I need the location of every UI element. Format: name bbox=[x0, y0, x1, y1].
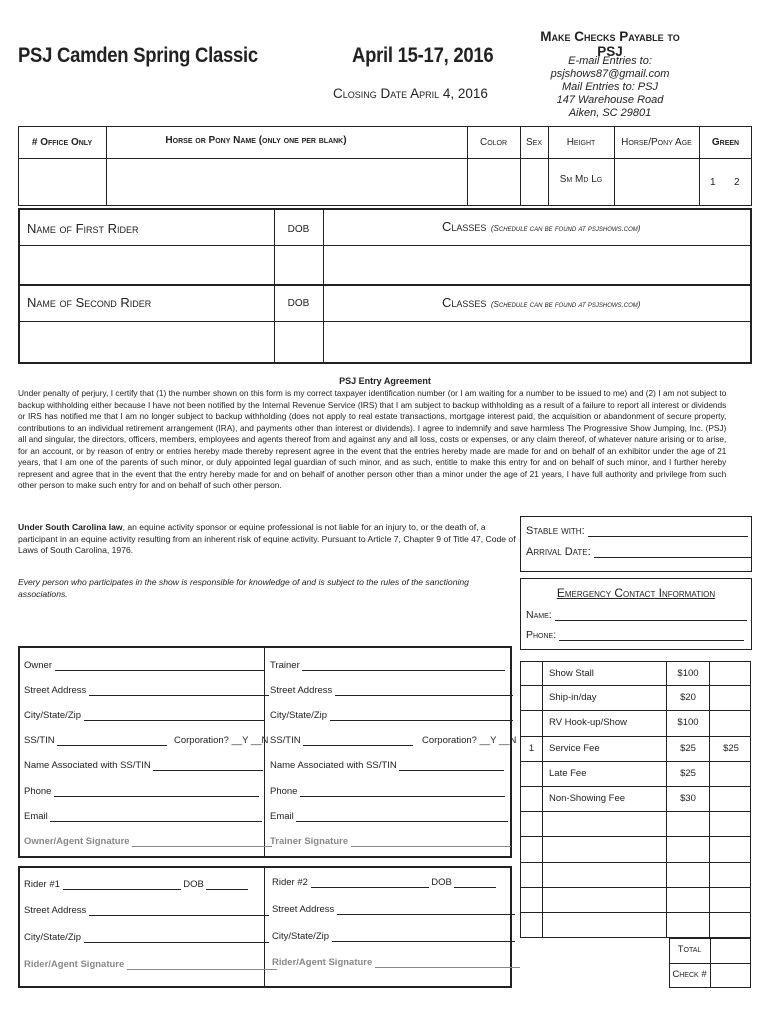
trainer-city-label: City/State/Zip bbox=[270, 710, 328, 721]
trainer-street-field[interactable] bbox=[270, 685, 513, 696]
col-color: Color bbox=[479, 137, 508, 148]
fee-price-cell: $25 bbox=[667, 762, 710, 786]
height-options[interactable]: Sm Md Lg bbox=[559, 174, 603, 185]
col-age: Horse/Pony Age bbox=[621, 137, 692, 148]
owner-corporation[interactable]: Corporation? __Y __N bbox=[174, 735, 269, 746]
show-dates: April 15-17, 2016 bbox=[352, 44, 494, 67]
fee-item-cell: Show Stall bbox=[543, 662, 667, 685]
rider2-street-label: Street Address bbox=[272, 904, 335, 915]
emergency-name[interactable] bbox=[526, 609, 747, 621]
fee-price-cell bbox=[667, 888, 710, 912]
owner-email-label: Email bbox=[24, 811, 48, 822]
trainer-email-field[interactable] bbox=[270, 811, 508, 822]
owner-phone-label: Phone bbox=[24, 786, 52, 797]
fee-total-cell[interactable] bbox=[710, 863, 752, 887]
fee-item-cell: Non-Showing Fee bbox=[543, 787, 667, 811]
sc-law-rest: , an equine activity sponsor or equine professional is not liable for an injury to, or the death of, a participant in an equine activity resulting from an inherent risk of equine activity. Pursuant to Article 7, Chapter 9 of Title 47, Code of Laws of South Carolina, 1976. bbox=[18, 522, 516, 555]
second-rider-label: Name of Second Rider bbox=[27, 295, 152, 310]
classes-note: (Schedule can be found at psjshows.com) bbox=[490, 224, 641, 233]
rider1-street-label: Street Address bbox=[24, 905, 87, 916]
owner-signature-field[interactable] bbox=[24, 836, 272, 847]
trainer-name-assoc-field[interactable] bbox=[270, 760, 504, 771]
agreement-body: Under penalty of perjury, I certify that (1) the number shown on this form is my correct taxpayer identification number (or I am waiting for a number to be issued to me) and (2) I am not subject to backup withholding either because I have not been notified by the Internal Revenue Service (IRS) that I am subject to backup withholding as a result of a failure to report all interest or dividends or IRS has notified me that I am no longer subject to backup withholding (does not apply to real estate transactions, mortgage interest paid, the acquisition or abandonment of secure property, contributions to an individual retirement arrangement (IRA), and payments other than interest or dividends). I agree to indemnify and save harmless The Progressive Show Jumping, Inc. (PSJ) all and singular, the directors, officers, members, employees and agents thereof from and against any and all loss, costs or expenses, or any claim thereof, of whatever nature arising or to arise, for an account, or by reason of entry or entries hereby made thereby represent agree in the event that the entries hereby made are made for and on behalf of an exhibitor under the age of 21 years, that I am one of the parents of such minor, or duly appointed legal guardian of such minor, and as such, entitle to make this entry for and on behalf of such minor, and I further hereby represent and agree that in the event that the entry hereby made for and on behalf of another person other than a minor under the age of 21 years, I have full authority and privilege from such other person to make such entry for and on behalf of such other person. bbox=[18, 388, 727, 490]
owner-label: Owner bbox=[24, 660, 52, 671]
total-label: Total bbox=[677, 944, 702, 955]
trainer-corporation[interactable]: Corporation? __Y __N bbox=[422, 735, 517, 746]
fee-row bbox=[520, 661, 751, 686]
rider1-label: Rider #1 bbox=[24, 879, 60, 890]
fee-price-cell bbox=[667, 837, 710, 861]
fee-price-cell: $30 bbox=[667, 787, 710, 811]
fee-row bbox=[520, 863, 751, 888]
col-sex: Sex bbox=[525, 137, 542, 148]
rider2-dob-label: DOB bbox=[431, 877, 452, 888]
trainer-signature-field[interactable] bbox=[270, 836, 511, 847]
fee-row bbox=[520, 737, 751, 762]
fee-row bbox=[520, 787, 751, 812]
rider2-city-field[interactable] bbox=[272, 931, 515, 942]
owner-phone-field[interactable] bbox=[24, 786, 259, 797]
trainer-sstin-field[interactable] bbox=[270, 735, 413, 746]
col-office-only: # Office Only bbox=[31, 137, 93, 148]
fee-qty-cell[interactable] bbox=[521, 686, 543, 710]
owner-street-field[interactable] bbox=[24, 685, 269, 696]
trainer-label: Trainer bbox=[270, 660, 300, 671]
fee-row bbox=[520, 762, 751, 787]
fee-item-cell bbox=[543, 837, 667, 861]
trainer-street-label: Street Address bbox=[270, 685, 333, 696]
fee-total-cell[interactable] bbox=[710, 913, 752, 937]
second-rider-name-input[interactable] bbox=[20, 323, 272, 361]
fee-qty-cell[interactable] bbox=[521, 837, 543, 861]
fee-price-cell bbox=[667, 863, 710, 887]
classes-label-2: Classes bbox=[442, 295, 487, 310]
rider1-city-field[interactable] bbox=[24, 932, 269, 943]
rider1-street-field[interactable] bbox=[24, 905, 269, 916]
first-rider-classes bbox=[442, 218, 640, 236]
fee-row bbox=[520, 888, 751, 913]
fee-qty-cell[interactable] bbox=[521, 662, 543, 685]
fee-price-cell bbox=[667, 913, 710, 937]
owner-name-assoc-field[interactable] bbox=[24, 760, 263, 771]
address-line2: Aiken, SC 29801 bbox=[568, 107, 652, 119]
address-line1: 147 Warehouse Road bbox=[556, 94, 664, 106]
rider2-street-field[interactable] bbox=[272, 904, 515, 915]
second-rider-dob-label: DOB bbox=[287, 298, 310, 309]
green-option-2[interactable]: 2 bbox=[734, 177, 740, 188]
fee-item-cell: Service Fee bbox=[543, 737, 667, 761]
fee-row bbox=[520, 686, 751, 711]
horse-name-input[interactable] bbox=[108, 160, 465, 204]
trainer-email-label: Email bbox=[270, 811, 294, 822]
fee-row bbox=[520, 812, 751, 837]
stable-with[interactable] bbox=[526, 525, 748, 537]
trainer-signature-label: Trainer Signature bbox=[270, 836, 349, 847]
fee-item-cell bbox=[543, 863, 667, 887]
classes-label: Classes bbox=[442, 219, 487, 234]
fee-qty-cell[interactable] bbox=[521, 888, 543, 912]
fee-qty-cell[interactable] bbox=[521, 812, 543, 836]
col-green: Green bbox=[711, 137, 740, 148]
col-horse-name: Horse or Pony Name (only one per blank) bbox=[165, 135, 347, 146]
fee-item-cell bbox=[543, 812, 667, 836]
fee-qty-cell[interactable] bbox=[521, 863, 543, 887]
fee-total-cell[interactable] bbox=[710, 711, 752, 735]
fee-qty-cell[interactable] bbox=[521, 913, 543, 937]
fee-total-cell[interactable]: $25 bbox=[723, 742, 739, 754]
fee-price-cell: $100 bbox=[667, 711, 710, 735]
show-name: PSJ Camden Spring Classic bbox=[18, 44, 258, 67]
rider1-dob-label: DOB bbox=[183, 879, 204, 890]
owner-sstin-label: SS/TIN bbox=[24, 735, 55, 746]
mail-entries: Mail Entries to: PSJ bbox=[562, 81, 658, 93]
fee-qty-cell[interactable] bbox=[521, 787, 543, 811]
fee-price-cell: $20 bbox=[667, 686, 710, 710]
owner-field[interactable] bbox=[24, 660, 265, 671]
owner-city-label: City/State/Zip bbox=[24, 710, 82, 721]
trainer-phone-label: Phone bbox=[270, 786, 298, 797]
emergency-title: Emergency Contact Information bbox=[556, 586, 716, 600]
owner-trainer-box bbox=[18, 646, 512, 858]
fee-row bbox=[520, 913, 751, 938]
fee-item-cell: RV Hook-up/Show bbox=[543, 711, 667, 735]
rider1-signature-field[interactable] bbox=[24, 959, 277, 970]
first-rider-label: Name of First Rider bbox=[27, 221, 139, 236]
owner-city-field[interactable] bbox=[24, 710, 264, 721]
fee-total-cell[interactable] bbox=[710, 837, 752, 861]
rider1-city-label: City/State/Zip bbox=[24, 932, 82, 943]
check-input[interactable] bbox=[712, 965, 750, 987]
rules-note: Every person who participates in the show is responsible for knowledge of and is subject to the rules of the sanctioning associations. bbox=[18, 577, 469, 599]
sc-law-text bbox=[18, 522, 518, 557]
rider2-label: Rider #2 bbox=[272, 877, 308, 888]
col-height: Height bbox=[566, 137, 596, 148]
rider2-signature-label: Rider/Agent Signature bbox=[272, 957, 373, 968]
owner-street-label: Street Address bbox=[24, 685, 87, 696]
closing-date: Closing Date April 4, 2016 bbox=[333, 86, 488, 101]
green-option-1[interactable]: 1 bbox=[710, 177, 716, 188]
fee-total-cell[interactable] bbox=[710, 787, 752, 811]
rider2-signature-field[interactable] bbox=[272, 957, 520, 968]
fee-total-cell[interactable] bbox=[710, 662, 752, 685]
rider1-field[interactable] bbox=[24, 879, 248, 890]
emergency-name-label: Name: bbox=[526, 609, 552, 621]
arrival-date-label: Arrival Date: bbox=[526, 546, 591, 558]
first-rider-name-input[interactable] bbox=[20, 247, 272, 283]
fee-total-cell[interactable] bbox=[710, 686, 752, 710]
fee-total-cell[interactable] bbox=[710, 888, 752, 912]
fee-price-cell: $25 bbox=[667, 737, 710, 761]
fee-item-cell: Ship-in/day bbox=[543, 686, 667, 710]
fee-qty-cell[interactable]: 1 bbox=[521, 737, 543, 761]
fee-qty-cell[interactable] bbox=[521, 711, 543, 735]
rider2-city-label: City/State/Zip bbox=[272, 931, 330, 942]
fee-qty-cell[interactable] bbox=[521, 762, 543, 786]
trainer-city-field[interactable] bbox=[270, 710, 513, 721]
check-label: Check # bbox=[672, 969, 707, 980]
emergency-phone[interactable] bbox=[526, 629, 744, 641]
second-rider-classes bbox=[442, 294, 640, 312]
fee-price-cell bbox=[667, 812, 710, 836]
fee-total-cell[interactable] bbox=[710, 762, 752, 786]
fee-price-cell: $100 bbox=[667, 662, 710, 685]
agreement-title: PSJ Entry Agreement bbox=[339, 376, 431, 386]
owner-name-assoc-label: Name Associated with SS/TIN bbox=[24, 760, 151, 771]
fee-row bbox=[520, 711, 751, 736]
trainer-phone-field[interactable] bbox=[270, 786, 505, 797]
first-rider-dob-label: DOB bbox=[287, 224, 310, 235]
fee-item-cell bbox=[543, 913, 667, 937]
emergency-phone-label: Phone: bbox=[526, 629, 557, 641]
trainer-field[interactable] bbox=[270, 660, 505, 671]
fee-total-cell[interactable] bbox=[710, 812, 752, 836]
total-input[interactable] bbox=[712, 940, 750, 962]
checks-payable: Make Checks Payable to PSJ bbox=[540, 29, 680, 59]
email-entries: E-mail Entries to: psjshows87@gmail.com bbox=[550, 55, 670, 80]
stable-with-label: Stable with: bbox=[526, 525, 585, 537]
rider1-signature-label: Rider/Agent Signature bbox=[24, 959, 125, 970]
mailing-info bbox=[510, 55, 710, 120]
fee-item-cell bbox=[543, 888, 667, 912]
arrival-date[interactable] bbox=[526, 546, 752, 558]
rider2-field[interactable] bbox=[272, 877, 496, 888]
trainer-name-assoc-label: Name Associated with SS/TIN bbox=[270, 760, 397, 771]
fee-item-cell: Late Fee bbox=[543, 762, 667, 786]
classes-note-2: (Schedule can be found at psjshows.com) bbox=[490, 300, 641, 309]
trainer-sstin-label: SS/TIN bbox=[270, 735, 301, 746]
owner-email-field[interactable] bbox=[24, 811, 262, 822]
owner-sstin-field[interactable] bbox=[24, 735, 167, 746]
fee-row bbox=[520, 837, 751, 862]
sc-law-bold: Under South Carolina law bbox=[18, 522, 123, 532]
owner-signature-label: Owner/Agent Signature bbox=[24, 836, 130, 847]
